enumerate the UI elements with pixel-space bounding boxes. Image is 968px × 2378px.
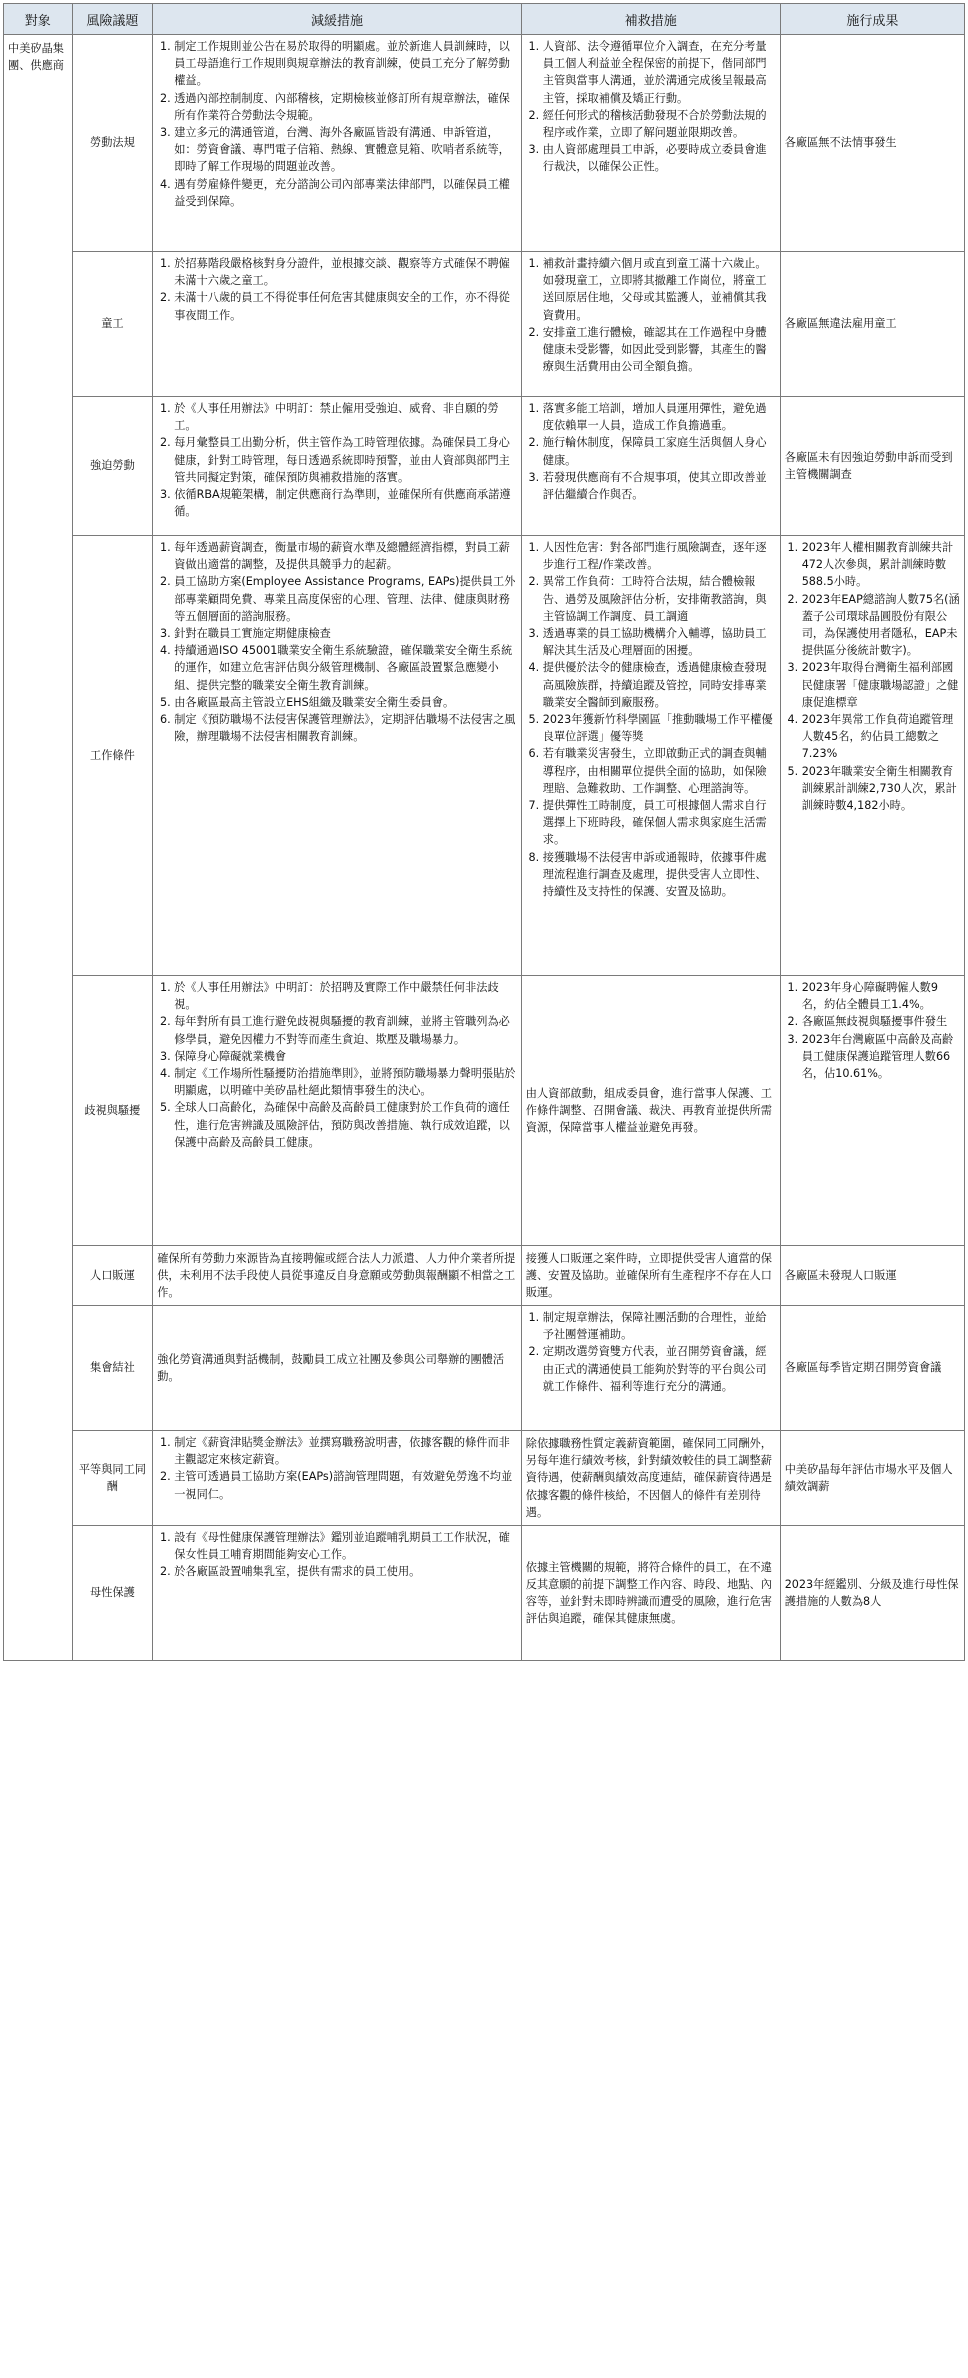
- mitigation-item: 6. 制定《預防職場不法侵害保護管理辦法》，定期評估職場不法侵害之風險，辦理職場不法侵害相關教育訓練。: [174, 711, 517, 745]
- risk-topic: 母性保護: [72, 1526, 153, 1661]
- risk-topic: 集會結社: [72, 1306, 153, 1431]
- result-item: 2. 各廠區無歧視與騷擾事件發生: [802, 1013, 960, 1030]
- results-cell: [780, 1526, 964, 1661]
- remediation-list: [526, 1309, 776, 1395]
- table-header-row: [4, 4, 965, 35]
- remediation-list: [526, 255, 776, 375]
- mitigation-cell: [153, 1431, 522, 1526]
- remediation-cell: [521, 976, 780, 1246]
- result-item: 1. 2023年人權相關教育訓練共計472人次參與，累計訓練時數588.5小時。: [802, 539, 960, 591]
- mitigation-cell: [153, 35, 522, 252]
- mitigation-item: 1. 制定工作規則並公告在易於取得的明顯處。並於新進人員訓練時，以員工母語進行工作規則與規章辦法的教育訓練，使員工充分了解勞動權益。: [174, 38, 517, 90]
- risk-topic: 人口販運: [72, 1246, 153, 1306]
- remediation-item: 3. 透過專業的員工協助機構介入輔導，協助員工解決其生活及心理層面的困擾。: [543, 625, 776, 659]
- remediation-item: 8. 接獲職場不法侵害申訴或通報時，依據事件處理流程進行調查及處理，提供受害人立即性、持續性及支持性的保護、安置及協助。: [543, 849, 776, 901]
- results-cell: [780, 397, 964, 536]
- mitigation-item: 5. 由各廠區最高主管設立EHS組織及職業安全衛生委員會。: [174, 694, 517, 711]
- remediation-item: 2. 經任何形式的稽核活動發現不合於勞動法規的程序或作業，立即了解问題並限期改善。: [543, 107, 776, 141]
- mitigation-cell: [153, 397, 522, 536]
- mitigation-list: [157, 400, 517, 520]
- remediation-cell: [521, 397, 780, 536]
- mitigation-item: 5. 全球人口高齡化，為確保中高齡及高齡員工健康對於工作負荷的適任性，進行危害辨識及風險評估，預防與改善措施、執行成效追蹤，以保護中高齡及高齡員工健康。: [174, 1099, 517, 1151]
- mitigation-list: [157, 255, 517, 324]
- result-list: [785, 539, 960, 814]
- mitigation-item: 2. 透過內部控制制度、內部稽核，定期檢核並修訂所有規章辦法，確保所有作業符合勞動法令規範。: [174, 90, 517, 124]
- remediation-item: 6. 若有職業災害發生，立即啟動正式的調查與輔導程序，由相關單位提供全面的協助，如保險理賠、急難救助、工作調整、心理諮詢等。: [543, 745, 776, 797]
- subject-cell: 中美矽晶集團、供應商: [4, 35, 73, 1661]
- result-text: 中美矽晶每年評估市場水平及個人績效調薪: [784, 1462, 953, 1493]
- remediation-item: 1. 落實多能工培訓，增加人員運用彈性，避免過度依賴單一人員，造成工作負擔過重。: [543, 400, 776, 434]
- result-item: 5. 2023年職業安全衛生相關教育訓練累計訓練2,730人次，累計訓練時數4,182小時。: [802, 763, 960, 815]
- risk-row-labor-law: [4, 35, 965, 252]
- risk-topic: 童工: [72, 252, 153, 397]
- remediation-item: 7. 提供彈性工時制度，員工可根據個人需求自行選擇上下班時段，確保個人需求與家庭生活需求。: [543, 797, 776, 849]
- remediation-item: 1. 制定規章辦法，保障社團活動的合理性，並給予社團營運補助。: [543, 1309, 776, 1343]
- mitigation-cell: [153, 1246, 522, 1306]
- risk-row-working-conditions: [4, 536, 965, 976]
- risk-row-equal-pay: [4, 1431, 965, 1526]
- remediation-item: 2. 安排童工進行體檢，確認其在工作過程中身體健康未受影響，如因此受到影響，其產生的醫療與生活費用由公司全額負擔。: [543, 324, 776, 376]
- risk-topic: 勞動法規: [72, 35, 153, 252]
- result-text: 各廠區無違法雇用童工: [784, 317, 897, 331]
- header-mitigation: 減緩措施: [153, 4, 522, 35]
- risk-topic: 工作條件: [72, 536, 153, 976]
- header-subject: 對象: [4, 4, 73, 35]
- mitigation-list: [157, 1529, 517, 1581]
- remediation-item: 3. 若發現供應商有不合規事項，使其立即改善並評估繼續合作與否。: [543, 469, 776, 503]
- remediation-cell: [521, 252, 780, 397]
- mitigation-item: 2. 每年對所有員工進行避免歧視與騷擾的教育訓練，並將主管職列為必修學員，避免因權力不對等而產生貪迫、欺壓及職場暴力。: [174, 1013, 517, 1047]
- mitigation-item: 4. 持續通過ISO 45001職業安全衛生系統驗證，確保職業安全衛生系統的運作，如建立危害評估與分級管理機制、各廠區設置緊急應變小組、提供完整的職業安全衛生教育訓練。: [174, 642, 517, 694]
- mitigation-item: 1. 於《人事任用辦法》中明訂：於招聘及實際工作中嚴禁任何非法歧視。: [174, 979, 517, 1013]
- mitigation-cell: [153, 1306, 522, 1431]
- result-item: 2. 2023年EAP總諮詢人數75名(涵蓋子公司環球晶圓股份有限公司，為保護使用者隱私，EAP未提供區分後統計數字)。: [802, 591, 960, 660]
- mitigation-item: 4. 遇有勞雇條件變更，充分諮詢公司內部專業法律部門，以確保員工權益受到保障。: [174, 176, 517, 210]
- human-rights-risk-table: [3, 3, 965, 1661]
- remediation-item: 1. 人因性危害：對各部門進行風險調查，逐年逐步進行工程/作業改善。: [543, 539, 776, 573]
- remediation-cell: [521, 1246, 780, 1306]
- remediation-list: [526, 38, 776, 176]
- mitigation-item: 1. 設有《母性健康保護管理辦法》鑑別並追蹤哺乳期員工工作狀況，確保女性員工哺育期間能夠安心工作。: [174, 1529, 517, 1563]
- result-text: 各廠區每季皆定期召開勞資會議: [784, 1361, 942, 1375]
- remediation-item: 5. 2023年獲新竹科學園區「推動職場工作平權優良單位評選」優等獎: [543, 711, 776, 745]
- risk-row-freedom-association: [4, 1306, 965, 1431]
- remediation-cell: [521, 1526, 780, 1661]
- remediation-item: 3. 由人資部處理員工申訴，必要時成立委員會進行裁決，以確保公正性。: [543, 141, 776, 175]
- remediation-item: 4. 提供優於法令的健康檢查，透過健康檢查發現高風險族群，持續追蹤及管控，同時安排專業職業安全醫師到廠服務。: [543, 659, 776, 711]
- mitigation-item: 3. 保障身心障礙就業機會: [174, 1048, 517, 1065]
- mitigation-item: 1. 制定《薪資津貼獎金辦法》並撰寫職務說明書，依據客觀的條件而非主觀認定來核定薪資。: [174, 1434, 517, 1468]
- remediation-cell: [521, 1431, 780, 1526]
- risk-topic: 平等與同工同酬: [72, 1431, 153, 1526]
- remediation-text: 依據主管機關的規範，將符合條件的員工，在不違反其意願的前提下調整工作內容、時段、地點、內容等，並針對未即時辨識而遭受的風險，進行危害評估與追蹤，確保其健康無虞。: [525, 1560, 772, 1626]
- risk-topic: 歧視與騷擾: [72, 976, 153, 1246]
- remediation-list: [526, 400, 776, 503]
- remediation-list: [526, 539, 776, 900]
- remediation-text: 接獲人口販運之案件時，立即提供受害人適當的保護、安置及協助。並確保所有生產程序不存在人口販運。: [525, 1251, 772, 1300]
- remediation-item: 1. 補救計畫持續六個月或直到童工滿十六歲止。如發現童工，立即將其撤離工作崗位，將童工送回原居住地，父母或其監護人，並補償其我資費用。: [543, 255, 776, 324]
- result-list: [785, 979, 960, 1082]
- mitigation-text: 強化勞資溝通與對話機制，鼓勵員工成立社團及參與公司舉辦的團體活動。: [157, 1352, 505, 1383]
- result-text: 2023年經鑑別、分級及進行母性保護措施的人數為8人: [784, 1577, 959, 1608]
- mitigation-item: 2. 於各廠區設置哺集乳室，提供有需求的員工使用。: [174, 1563, 517, 1580]
- header-results: 施行成果: [780, 4, 964, 35]
- mitigation-cell: [153, 252, 522, 397]
- remediation-item: 2. 定期改選勞資雙方代表，並召開勞資會議，經由正式的溝通使員工能夠於對等的平台與公司就工作條件、福利等進行充分的溝通。: [543, 1343, 776, 1395]
- result-item: 4. 2023年異常工作負荷追蹤管理人數45名，約佔員工總數之7.23%: [802, 711, 960, 763]
- risk-topic: 強迫勞動: [72, 397, 153, 536]
- mitigation-list: [157, 38, 517, 210]
- result-item: 3. 2023年台灣廠區中高齡及高齡員工健康保護追蹤管理人數66名，佔10.61%。: [802, 1031, 960, 1083]
- remediation-item: 2. 施行輪休制度，保障員工家庭生活與個人身心健康。: [543, 434, 776, 468]
- header-remediation: 補救措施: [521, 4, 780, 35]
- results-cell: [780, 1306, 964, 1431]
- results-cell: [780, 252, 964, 397]
- remediation-text: 除依據職務性質定義薪資範圍，確保同工同酬外，另每年進行績效考核，針對績效較佳的員工調整薪資待遇，使薪酬與績效高度連結，確保薪資待遇是依據客觀的條件核給，不因個人的條件有差別待遇。: [525, 1436, 772, 1519]
- mitigation-list: [157, 539, 517, 745]
- mitigation-item: 2. 主管可透過員工協助方案(EAPs)諮詢管理問題，有效避免勞逸不均並一視同仁。: [174, 1468, 517, 1502]
- risk-row-maternity-protection: [4, 1526, 965, 1661]
- remediation-text: 由人資部啟動，組成委員會，進行當事人保護、工作條件調整、召開會議、裁決、再教育並提供所需資源，保障當事人權益並避免再發。: [525, 1086, 772, 1135]
- mitigation-item: 1. 於招募階段嚴格核對身分證件，並根據交談、觀察等方式確保不聘僱未滿十六歲之童工。: [174, 255, 517, 289]
- mitigation-cell: [153, 536, 522, 976]
- mitigation-list: [157, 1434, 517, 1503]
- risk-row-child-labor: [4, 252, 965, 397]
- risk-row-human-trafficking: [4, 1246, 965, 1306]
- remediation-item: 2. 異常工作負荷：工時符合法規，結合體檢報告、過勞及風險評估分析，安排衛教諮詢，與主管協調工作調度、員工調適: [543, 573, 776, 625]
- remediation-item: 1. 人資部、法令遵循單位介入調查，在充分考量員工個人利益並全程保密的前提下，偕同部門主管與當事人溝通，並於溝通完成後呈報最高主管，採取補償及矯正行動。: [543, 38, 776, 107]
- risk-row-forced-labor: [4, 397, 965, 536]
- mitigation-cell: [153, 976, 522, 1246]
- risk-row-discrimination-harassment: [4, 976, 965, 1246]
- mitigation-item: 3. 針對在職員工實施定期健康檢查: [174, 625, 517, 642]
- remediation-cell: [521, 35, 780, 252]
- result-text: 各廠區未發現人口販運: [784, 1268, 897, 1282]
- mitigation-list: [157, 979, 517, 1151]
- mitigation-text: 確保所有勞動力來源皆為直接聘僱或經合法人力派遣、人力仲介業者所提供，未利用不法手段使人員從事違反自身意願或勞動與報酬顯不相當之工作。: [157, 1251, 516, 1300]
- mitigation-item: 1. 每年透過薪資調查，衡量市場的薪資水準及總體經濟指標，對員工薪資做出適當的調整，及提供具競爭力的起薪。: [174, 539, 517, 573]
- results-cell: [780, 976, 964, 1246]
- mitigation-item: 3. 建立多元的溝通管道，台灣、海外各廠區皆設有溝通、申訴管道，如：勞資會議、專門電子信箱、熱線、實體意見箱、吹哨者系統等，即時了解工作現場的問題並改善。: [174, 124, 517, 176]
- results-cell: [780, 536, 964, 976]
- results-cell: [780, 35, 964, 252]
- mitigation-item: 2. 未滿十八歲的員工不得從事任何危害其健康與安全的工作，亦不得從事夜間工作。: [174, 289, 517, 323]
- result-text: 各廠區未有因強迫勞動申訴而受到主管機關調查: [784, 450, 953, 481]
- mitigation-item: 2. 每月彙整員工出勤分析，供主管作為工時管理依據。為確保員工身心健康，針對工時管理，每日透過系統即時預警，並由人資部與部門主管共同擬定對策，確保預防與補救措施的落實。: [174, 434, 517, 486]
- header-risk-topic: 風險議題: [72, 4, 153, 35]
- remediation-cell: [521, 536, 780, 976]
- results-cell: [780, 1246, 964, 1306]
- mitigation-item: 2. 員工協助方案(Employee Assistance Programs, EAPs)提供員工外部專業顧問免費、專業且高度保密的心理、管理、法律、健康與財務等五個層面的諮詢服務。: [174, 573, 517, 625]
- result-item: 3. 2023年取得台灣衛生福利部國民健康署「健康職場認證」之健康促進標章: [802, 659, 960, 711]
- remediation-cell: [521, 1306, 780, 1431]
- mitigation-item: 4. 制定《工作場所性騷擾防治措施準則》，並將預防職場暴力聲明張貼於明顯處，以明確中美矽晶杜絕此類情事發生的決心。: [174, 1065, 517, 1099]
- result-text: 各廠區無不法情事發生: [784, 136, 897, 150]
- results-cell: [780, 1431, 964, 1526]
- mitigation-item: 3. 依循RBA規範架構，制定供應商行為準則，並確保所有供應商承諾遵循。: [174, 486, 517, 520]
- mitigation-item: 1. 於《人事任用辦法》中明訂：禁止僱用受強迫、威脅、非自願的勞工。: [174, 400, 517, 434]
- mitigation-cell: [153, 1526, 522, 1661]
- result-item: 1. 2023年身心障礙聘僱人數9名，約佔全體員工1.4%。: [802, 979, 960, 1013]
